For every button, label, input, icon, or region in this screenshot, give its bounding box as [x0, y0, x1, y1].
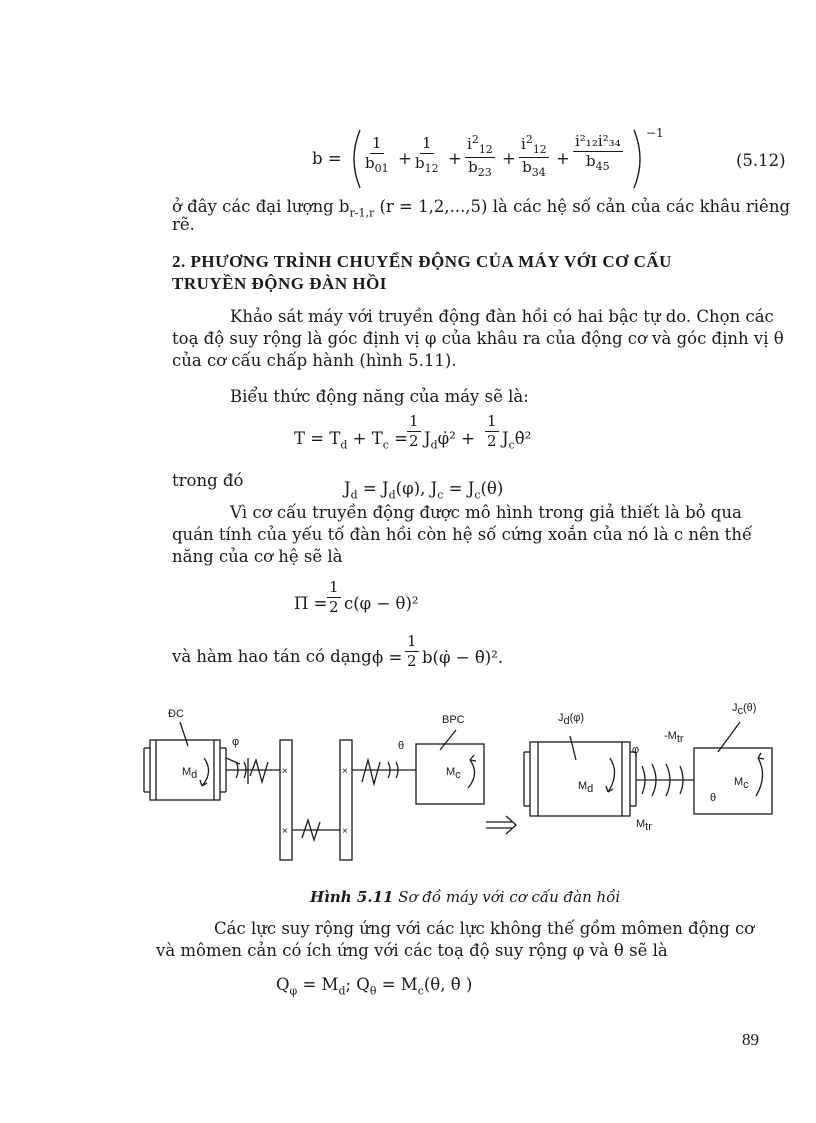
- paragraph-coefficients: ở đây các đại lượng $b_{r-1,r}$ (r = 1,2,...,5) là các hệ số cản của các khâu riêng: [172, 197, 791, 220]
- label-md-right: $M_d$: [578, 780, 594, 796]
- label-theta: θ: [398, 740, 405, 752]
- equation-number: (5.12): [736, 151, 786, 170]
- equation-5-12: b = $\frac{1}{b_{01}}$ + $\frac{1}{b_{12}}$ + $\frac{i^2_{12}}{b_{23}}$ + $\frac{i^2_{12}}{b_{34}}$ + $\frac{\text{i²₁₂i²₃₄}}{b_{45}}$ −1: [312, 126, 672, 196]
- section-heading-line1: 2. PHƯƠNG TRÌNH CHUYỂN ĐỘNG CỦA MÁY VỚI CƠ CẤU: [172, 252, 672, 271]
- label-bpc: BPC: [442, 714, 465, 726]
- eq-exponent: −1: [646, 126, 664, 140]
- para1-line1: Khảo sát máy với truyền động đàn hồi có hai bậc tự do. Chọn các: [230, 307, 774, 326]
- eq-potential: Π = $\frac{1}{2}$ c(φ − θ)²: [294, 578, 419, 616]
- motor-dc: [144, 722, 226, 800]
- label-dc: ĐC: [168, 708, 184, 720]
- figure-5-11: [140, 700, 800, 880]
- svg-text:×: ×: [342, 766, 348, 777]
- section-heading-line2: TRUYỀN ĐỘNG ĐÀN HỒI: [172, 274, 387, 293]
- figure-caption: Hình 5.11 Sơ đồ máy với cơ cấu đàn hồi: [310, 888, 621, 906]
- para5-line2: và mômen cản có ích ứng với các toạ độ suy rộng φ và θ sẽ là: [156, 941, 668, 960]
- eq-dissipation: ϕ = $\frac{1}{2}$ b(φ̇ − θ̇)².: [372, 632, 504, 670]
- paragraph-coefficients-end: rẽ.: [172, 215, 195, 234]
- para3-line2: quán tính của yếu tố đàn hồi còn hệ số cứng xoắn của nó là c nên thế: [172, 525, 753, 544]
- term-1: $\frac{1}{b_{01}}$: [365, 134, 389, 175]
- trong-do: trong đó: [172, 471, 244, 490]
- para2: Biểu thức động năng của máy sẽ là:: [230, 387, 529, 406]
- label-mtr: $M_{tr}$: [636, 818, 652, 834]
- term-2: $\frac{1}{b_{12}}$: [415, 134, 439, 175]
- eq-kinetic-energy: $T = T_d + T_c$ = $\frac{1}{2}$ $J_d\varphi̇^2$ + $\frac{1}{2}$ $J_c\thetȧ^2$: [294, 412, 532, 452]
- label-mtr-neg: $-M_{tr}$: [664, 730, 684, 746]
- svg-text:×: ×: [282, 766, 288, 777]
- eq-lhs: b =: [312, 149, 342, 168]
- para5-line1: Các lực suy rộng ứng với các lực không thế gồm mômen động cơ: [214, 919, 755, 938]
- label-phi: φ: [232, 736, 240, 748]
- svg-text:×: ×: [342, 826, 348, 837]
- para3-line3: năng của cơ hệ sẽ là: [172, 547, 343, 566]
- term-3: $\frac{i^2_{12}}{b_{23}}$: [467, 133, 493, 179]
- para3-line1: Vì cơ cấu truyền động được mô hình trong giả thiết là bỏ qua: [230, 503, 742, 522]
- label-phi-right: φ: [632, 744, 640, 756]
- label-md: $M_d$: [182, 766, 198, 782]
- label-theta-right: θ: [710, 792, 717, 804]
- svg-text:×: ×: [282, 826, 288, 837]
- term-5: $\frac{\text{i²₁₂i²₃₄}}{b_{45}}$: [575, 132, 621, 173]
- para1-line2: toạ độ suy rộng là góc định vị φ của khâu ra của động cơ và góc định vị θ: [172, 329, 784, 348]
- label-mc: $M_c$: [446, 766, 461, 782]
- term-4: $\frac{i^2_{12}}{b_{34}}$: [521, 133, 547, 179]
- eq-inertia: $J_d = J_d(\varphi)$, $J_c = J_c(\theta)$: [344, 479, 504, 502]
- label-jc: $J_c(\theta)$: [732, 702, 757, 718]
- label-jd: $J_d(\varphi)$: [558, 712, 585, 728]
- eq-generalized-forces: $Q_\varphi = M_d$; $Q_\theta = M_c(\theta$, θ̇ ): [276, 975, 473, 998]
- para1-line3: của cơ cấu chấp hành (hình 5.11).: [172, 351, 457, 370]
- para4: và hàm hao tán có dạng: [172, 647, 372, 666]
- page-number: 89: [742, 1030, 759, 1049]
- label-mc-right: $M_c$: [734, 776, 749, 792]
